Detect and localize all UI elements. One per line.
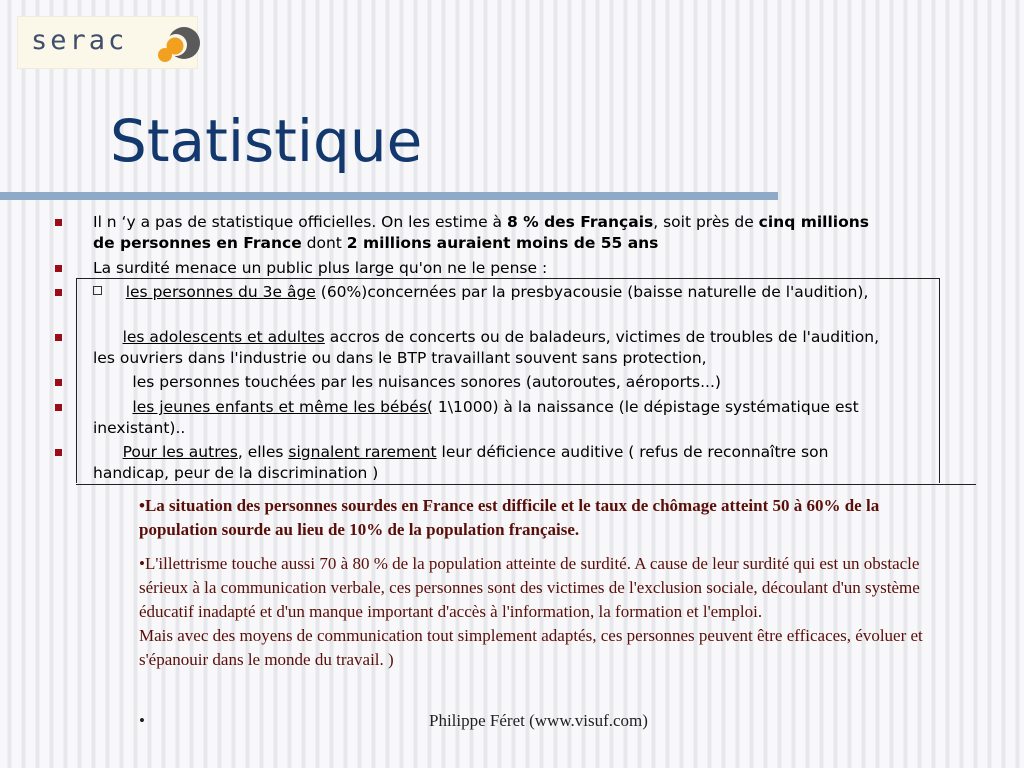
bullet-item: Pour les autres, elles signalent rarement leur déficience auditive ( refus de reconnaître son handicap, peur de la discrimination ) xyxy=(93,442,893,483)
bullet-item: les personnes touchées par les nuisances sonores (autoroutes, aéroports...) xyxy=(93,372,893,393)
bullet-marker xyxy=(55,449,62,456)
bullet-marker xyxy=(55,404,62,411)
bullet-item: Il n ‘y a pas de statistique officielles. On les estime à 8 % des Français, soit près de cinq millions de personnes en France dont 2 millions auraient moins de 55 ans xyxy=(93,212,893,253)
logo-text: serac xyxy=(31,25,128,56)
page-title: Statistique xyxy=(110,107,423,175)
bullet-item: La surdité menace un public plus large qu'on ne le pense : xyxy=(93,258,893,279)
bullet-marker xyxy=(55,334,62,341)
bullet-item: les personnes du 3e âge (60%)concernées par la presbyacousie (baisse naturelle de l'audition), xyxy=(93,282,893,303)
bullet-item: les jeunes enfants et même les bébés( 1\1000) à la naissance (le dépistage systématique est inexistant).. xyxy=(93,397,893,438)
bullet-marker xyxy=(55,289,62,296)
bullet-item: les adolescents et adultes accros de concerts ou de baladeurs, victimes de troubles de l'audition, les ouvriers dans l'industrie ou dans le BTP travaillant souvent sans protection, xyxy=(93,327,893,368)
author-bullet: • xyxy=(139,711,145,730)
bullet-marker xyxy=(55,265,62,272)
frame-bottom-line xyxy=(76,484,976,485)
bullet-marker xyxy=(55,219,62,226)
adolescents-link: les adolescents et adultes xyxy=(122,328,325,346)
quote-paragraph-unemployment: •La situation des personnes sourdes en France est difficile et le taux de chômage atteint 50 à 60% de la population sourde au lieu de 10% de la population française. xyxy=(139,496,880,539)
title-divider xyxy=(0,192,778,200)
quote-paragraph-conclusion: Mais avec des moyens de communication tout simplement adaptés, ces personnes peuvent être efficaces, évoluer et s'épanouir dans le monde du travail. ) xyxy=(139,626,923,669)
children-link: les jeunes enfants et même les bébés( xyxy=(132,398,433,416)
others-link: Pour les autres xyxy=(122,443,238,461)
serac-logo xyxy=(18,17,197,68)
quote-paragraph-illiteracy: •L'illettrisme touche aussi 70 à 80 % de la population atteinte de surdité. A cause de leur surdité qui est un obstacle sérieux à la communication verbale, ces personnes sont des victimes de l'exclusion sociale, découlant d'un système éducatif inadapté et d'un manque important d'accès à l'information, la formation et l'emploi. xyxy=(139,554,920,621)
checkbox-glyph-icon xyxy=(93,286,102,295)
bullet-marker xyxy=(55,379,62,386)
elderly-link: les personnes du 3e âge xyxy=(125,283,316,301)
report-link: signalent rarement xyxy=(288,443,437,461)
author-credit: Philippe Féret (www.visuf.com) xyxy=(429,711,648,730)
quote-block xyxy=(139,494,954,672)
logo-circles-icon xyxy=(155,27,201,63)
